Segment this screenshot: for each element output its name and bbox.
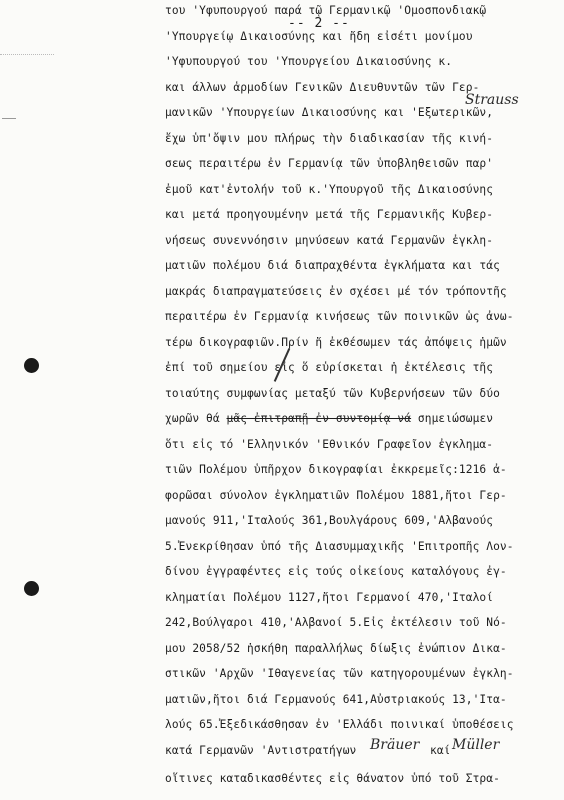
handwritten-name-mueller: Müller [452,737,500,753]
text-line-16: τοιαύτης συμφωνίας μεταξύ τῶν Κυβερνήσεων τῶν δύο [165,387,500,400]
text-conjunction: καί [430,744,451,757]
text-line-25: 242,Βούλγαροι 410,'Αλβανοί 5.Εἰς ἐκτέλεσιν τοῦ Νό- [165,616,507,629]
handwritten-name-braeuer: Bräuer [370,737,420,753]
text-line-10: νήσεως συνεννόησιν μηνύσεων κατά Γερμανῶν ἐγκλη- [165,234,494,247]
text-line-4: και άλλων ἁρμοδίων Γενικῶν Διευθυντῶν τῶν Γερ- [165,81,480,94]
text-line-28: ματιῶν,ἤτοι διά Γερμανούς 641,Αὐστριακούς 13,'Ιτα- [165,693,507,706]
left-margin-dotted-mark [0,54,54,65]
text-line-30: κατά Γερμανῶν 'Αντιστρατήγων [165,744,357,757]
text-line-24: κληματίαι Πολέμου 1127,ἤτοι Γερμανοί 470,'Ιταλοί [165,591,494,604]
text-line-31: οἵτινες καταδικασθέντες εἰς θάνατον ὑπό τοῦ Στρα- [165,772,500,785]
text-line-23: δίνου ἐγγραφέντες εἰς τούς οἰκείους καταλόγους ἐγ- [165,565,507,578]
text-line-19: τιῶν Πολέμου ὑπῆρχον δικογραφίαι ἐκκρεμεῖς:1216 ἀ- [165,463,507,476]
text-line-15: ἐπί τοῦ σημείου εἰς ὅ εὑρίσκεται ἡ ἐκτέλεσις τῆς [165,361,494,374]
text-line-3: 'Υφυπουργού του 'Υπουργείου Δικαιοσύνης κ. [165,55,453,68]
text-line-2: 'Υπουργείῳ Δικαιοσύνης και ἤδη εἰσέτι μονίμου [165,30,473,43]
text-line-1: του 'Υφυπουργού παρά τῷ Γερμανικῷ 'Ομοσπονδιακῷ [165,4,487,17]
text-line-14: τέρω δικογραφιῶν.Πρίν ἤ ἐκθέσωμεν τάς ἀπόψεις ἡμῶν [165,336,507,349]
text-line-26: μου 2058/52 ἠσκήθη παραλλήλως δίωξις ἐνώπιον Δικα- [165,642,507,655]
punch-hole-lower [24,581,39,596]
text-line-12: μακράς διαπραγματεύσεις ἐν σχέσει μέ τόν τρόποντῆς [165,285,507,298]
text-line-18: ὅτι εἰς τό 'Ελληνικόν 'Εθνικόν Γραφεῖον ἐγκλημα- [165,438,494,451]
text-line-21: μανούς 911,'Ιταλούς 361,Βουλγάρους 609,'Αλβανούς [165,514,494,527]
text-line-7: σεως περαιτέρω ἐν Γερμανίᾳ τῶν ὑποβληθεισῶν παρ' [165,157,494,170]
text-line-27: στικῶν 'Αρχῶν 'Ιθαγενείας τῶν κατηγορουμένων ἐγκλη- [165,667,514,680]
text-line-29: λούς 65.Ἐξεδικάσθησαν ἐν 'Ελλάδι ποινικαί ὑποθέσεις [165,718,514,731]
text-line-11: ματιῶν πολέμου διά διαπραχθέντα ἐγκλήματα και τάς [165,259,500,272]
text-line-9: και μετά προηγουμένην μετά τῆς Γερμανικῆς Κυβερ- [165,208,494,221]
text-line-13: περαιτέρω ἐν Γερμανίᾳ κινήσεως τῶν ποινικῶν ὡς ἀνω- [165,310,514,323]
page-number: -- 2 -- [288,16,350,31]
text-line-22: 5.Ἐνεκρίθησαν ὑπό τῆς Διασυμμαχικῆς 'Επιτροπῆς Λον- [165,540,514,553]
margin-tick-mark [2,118,16,119]
text-line-5: μανικῶν 'Υπουργείων Δικαιοσύνης και 'Εξωτερικῶν, [165,106,494,119]
text-line-8: ἐμοῦ κατ'ἐντολήν τοῦ κ.'Υπουργοῦ τῆς Δικαιοσύνης [165,183,494,196]
handwritten-name-strauss: Strauss [465,92,519,108]
text-line-6: ἔχω ὑπ'ὄψιν μου πλήρως τὴν διαδικασίαν τῆς κινή- [165,132,494,145]
punch-hole-upper [24,358,39,373]
text-line-17: χωρῶν θά μᾶς ἐπιτραπῇ ἐν συντομίᾳ νά σημειώσωμεν [165,412,494,425]
struck-out-phrase: μᾶς ἐπιτραπῇ ἐν συντομίᾳ νά [226,412,412,425]
text-line-20: φορῶσαι σύνολον ἐγκληματιῶν Πολέμου 1881,ἤτοι Γερ- [165,489,507,502]
